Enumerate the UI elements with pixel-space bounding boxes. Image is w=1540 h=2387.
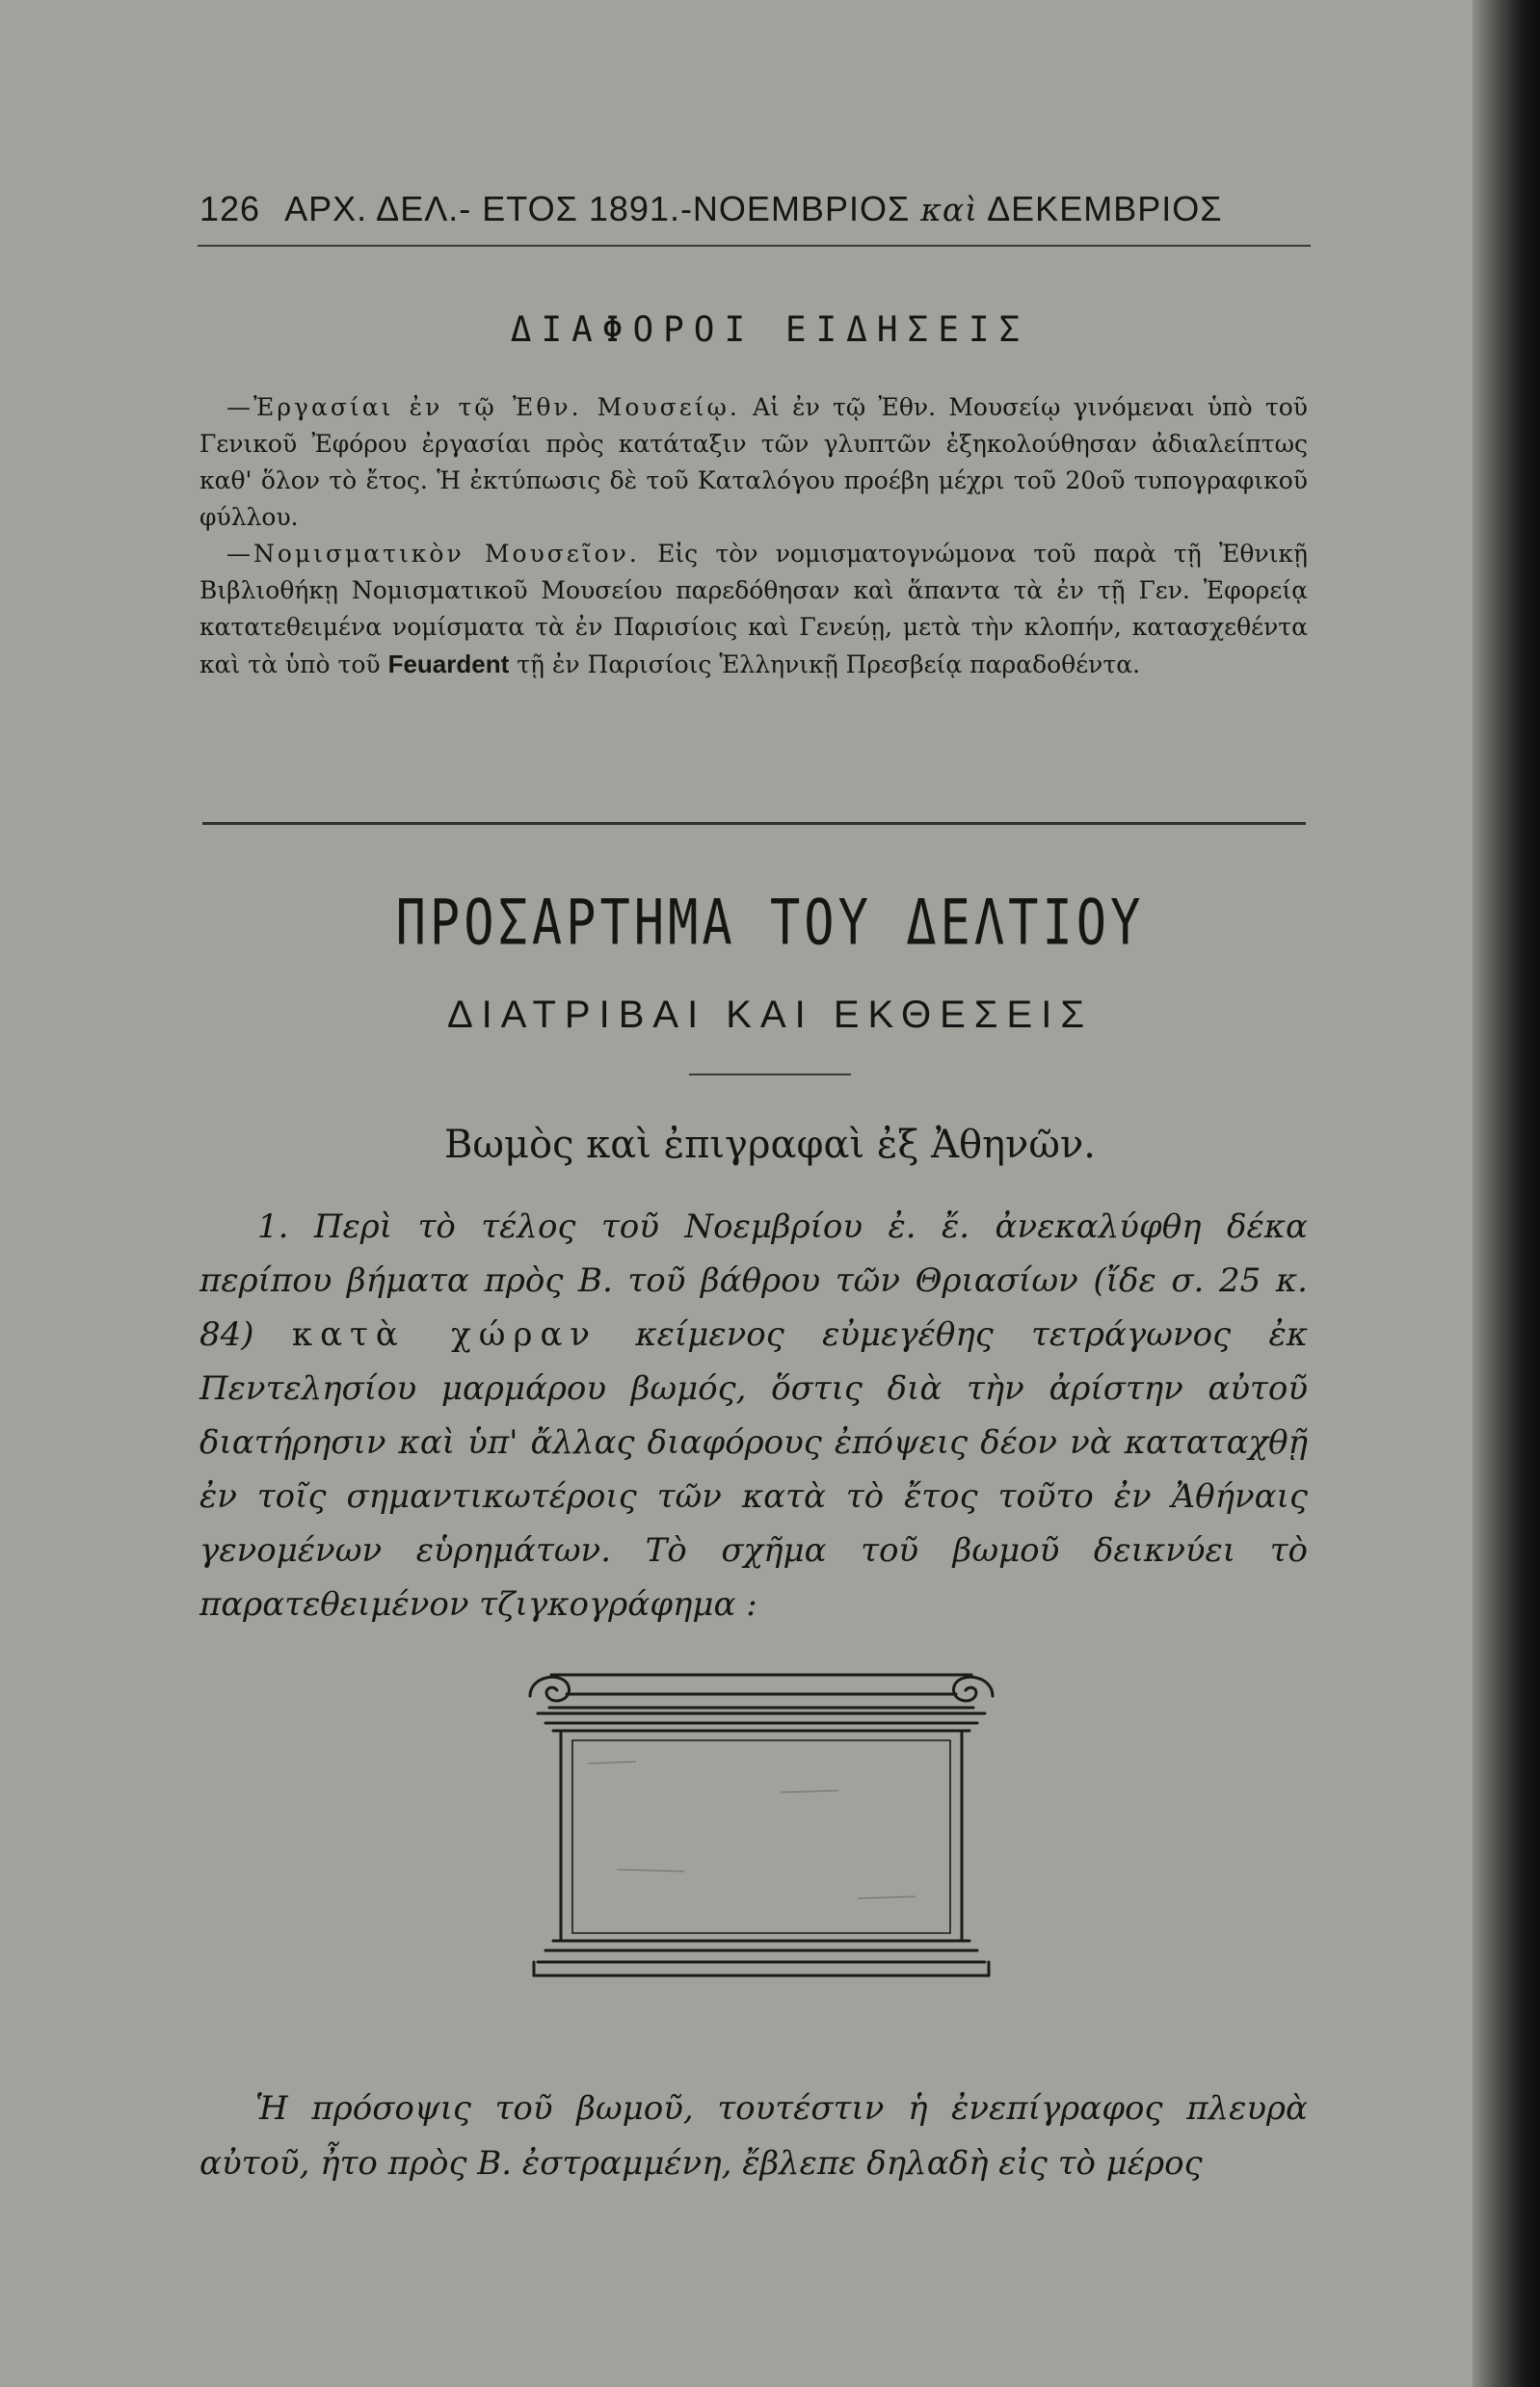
appendix-subtitle: ΔΙΑΤΡΙΒΑΙ ΚΑΙ ΕΚΘΕΣΕΙΣ bbox=[446, 994, 1094, 1036]
article-paragraph: Ἡ πρόσοψις τοῦ βωμοῦ, τουτέστιν ἡ ἐνεπίγραφος πλευρὰ αὐτοῦ, ἦτο πρὸς Β. ἐστραμμένη, ἔβλεπε δηλαδὴ εἰς τὸ μέρος bbox=[199, 2089, 1308, 2183]
note-latin-name: Feuardent bbox=[387, 650, 510, 678]
article-paragraph bbox=[199, 1200, 1308, 1631]
article-title: Βωμὸς καὶ ἐπιγραφαὶ ἐξ Ἀθηνῶν. bbox=[443, 1123, 1096, 1167]
note-paragraph bbox=[199, 389, 1308, 536]
article-body bbox=[199, 1200, 1308, 1631]
note-text: τῇ ἐν Παρισίοις Ἑλληνικῇ Πρεσβείᾳ παραδοθέντα. bbox=[509, 650, 1141, 678]
header-rule bbox=[198, 245, 1311, 247]
article-body-continued bbox=[199, 2082, 1308, 2191]
note-lead: —Ἐργασίαι ἐν τῷ Ἐθν. Μουσείῳ. bbox=[226, 393, 740, 421]
altar-engraving bbox=[491, 1658, 1031, 2004]
misc-news-notes bbox=[199, 389, 1308, 683]
book-spine-shadow bbox=[1473, 0, 1540, 2387]
note-text: Εἰς τὸν νομισματογνώμονα τοῦ παρὰ τῇ Ἐθνικῇ Βιβλιοθήκῃ Νομισματικοῦ Μουσείου παρεδόθησαν καὶ ἅπαντα τὰ ἐν τῇ Γεν. Ἐφορείᾳ κατατεθειμένα νομίσματα τὰ ἐν Παρισίοις καὶ Γενεύῃ, μετὰ τὴν κλοπήν, κατασχεθέντα καὶ τὰ ὑπὸ τοῦ bbox=[199, 540, 1308, 678]
misc-news-title: ΔΙΑΦΟΡΟΙ ΕΙΔΗΣΕΙΣ bbox=[510, 310, 1030, 350]
note-paragraph bbox=[199, 536, 1308, 683]
note-lead: —Νομισματικὸν Μουσεῖον. bbox=[226, 540, 640, 568]
section-rule bbox=[202, 822, 1306, 825]
page-number: 126 bbox=[199, 189, 261, 228]
article-text: 1. Περὶ τὸ τέλος τοῦ Νοεμβρίου ἐ. ἔ. ἀνεκαλύφθη δέκα περίπου βήματα πρὸς Β. τοῦ βάθρου τῶν Θριασίων (ἴδε σ. 25 κ. 84) bbox=[199, 1207, 1308, 1354]
article-spaced-text: κατὰ χώραν bbox=[291, 1315, 598, 1354]
running-head-kai: καὶ bbox=[920, 191, 979, 228]
appendix-title: ΠΡΟΣΑΡΤΗΜΑ ΤΟΥ ΔΕΛΤΙΟΥ bbox=[395, 887, 1145, 960]
running-head-months: ΔΕΚΕΜΒΡΙΟΣ bbox=[987, 189, 1223, 228]
running-head-text: ΑΡΧ. ΔΕΛ.- ΕΤΟΣ 1891.-ΝΟΕΜΒΡΙΟΣ bbox=[284, 189, 911, 228]
note-text: Αἱ ἐν τῷ Ἐθν. Μουσείῳ γινόμεναι ὑπὸ τοῦ Γενικοῦ Ἐφόρου ἐργασίαι πρὸς κατάταξιν τῶν γλυπτῶν ἐξηκολούθησαν ἀδιαλείπτως καθ' ὅλον τὸ ἔτος. Ἡ ἐκτύπωσις δὲ τοῦ Καταλόγου προέβη μέχρι τοῦ 20οῦ τυπογραφικοῦ φύλλου. bbox=[199, 393, 1308, 531]
running-header bbox=[199, 189, 1308, 229]
article-text: κείμενος εὐμεγέθης τετράγωνος ἐκ Πεντελησίου μαρμάρου βωμός, ὅστις διὰ τὴν ἀρίστην αὐτοῦ διατήρησιν καὶ ὑπ' ἄλλας διαφόρους ἐπόψεις δέον νὰ καταταχθῇ ἐν τοῖς σημαντικωτέροις τῶν κατὰ τὸ ἔτος τοῦτο ἐν Ἀθήναις γενομένων εὑρημάτων. Τὸ σχῆμα τοῦ βωμοῦ δεικνύει τὸ παρατεθειμένον τζιγκογράφημα : bbox=[199, 1315, 1308, 1624]
short-rule bbox=[689, 1074, 851, 1075]
